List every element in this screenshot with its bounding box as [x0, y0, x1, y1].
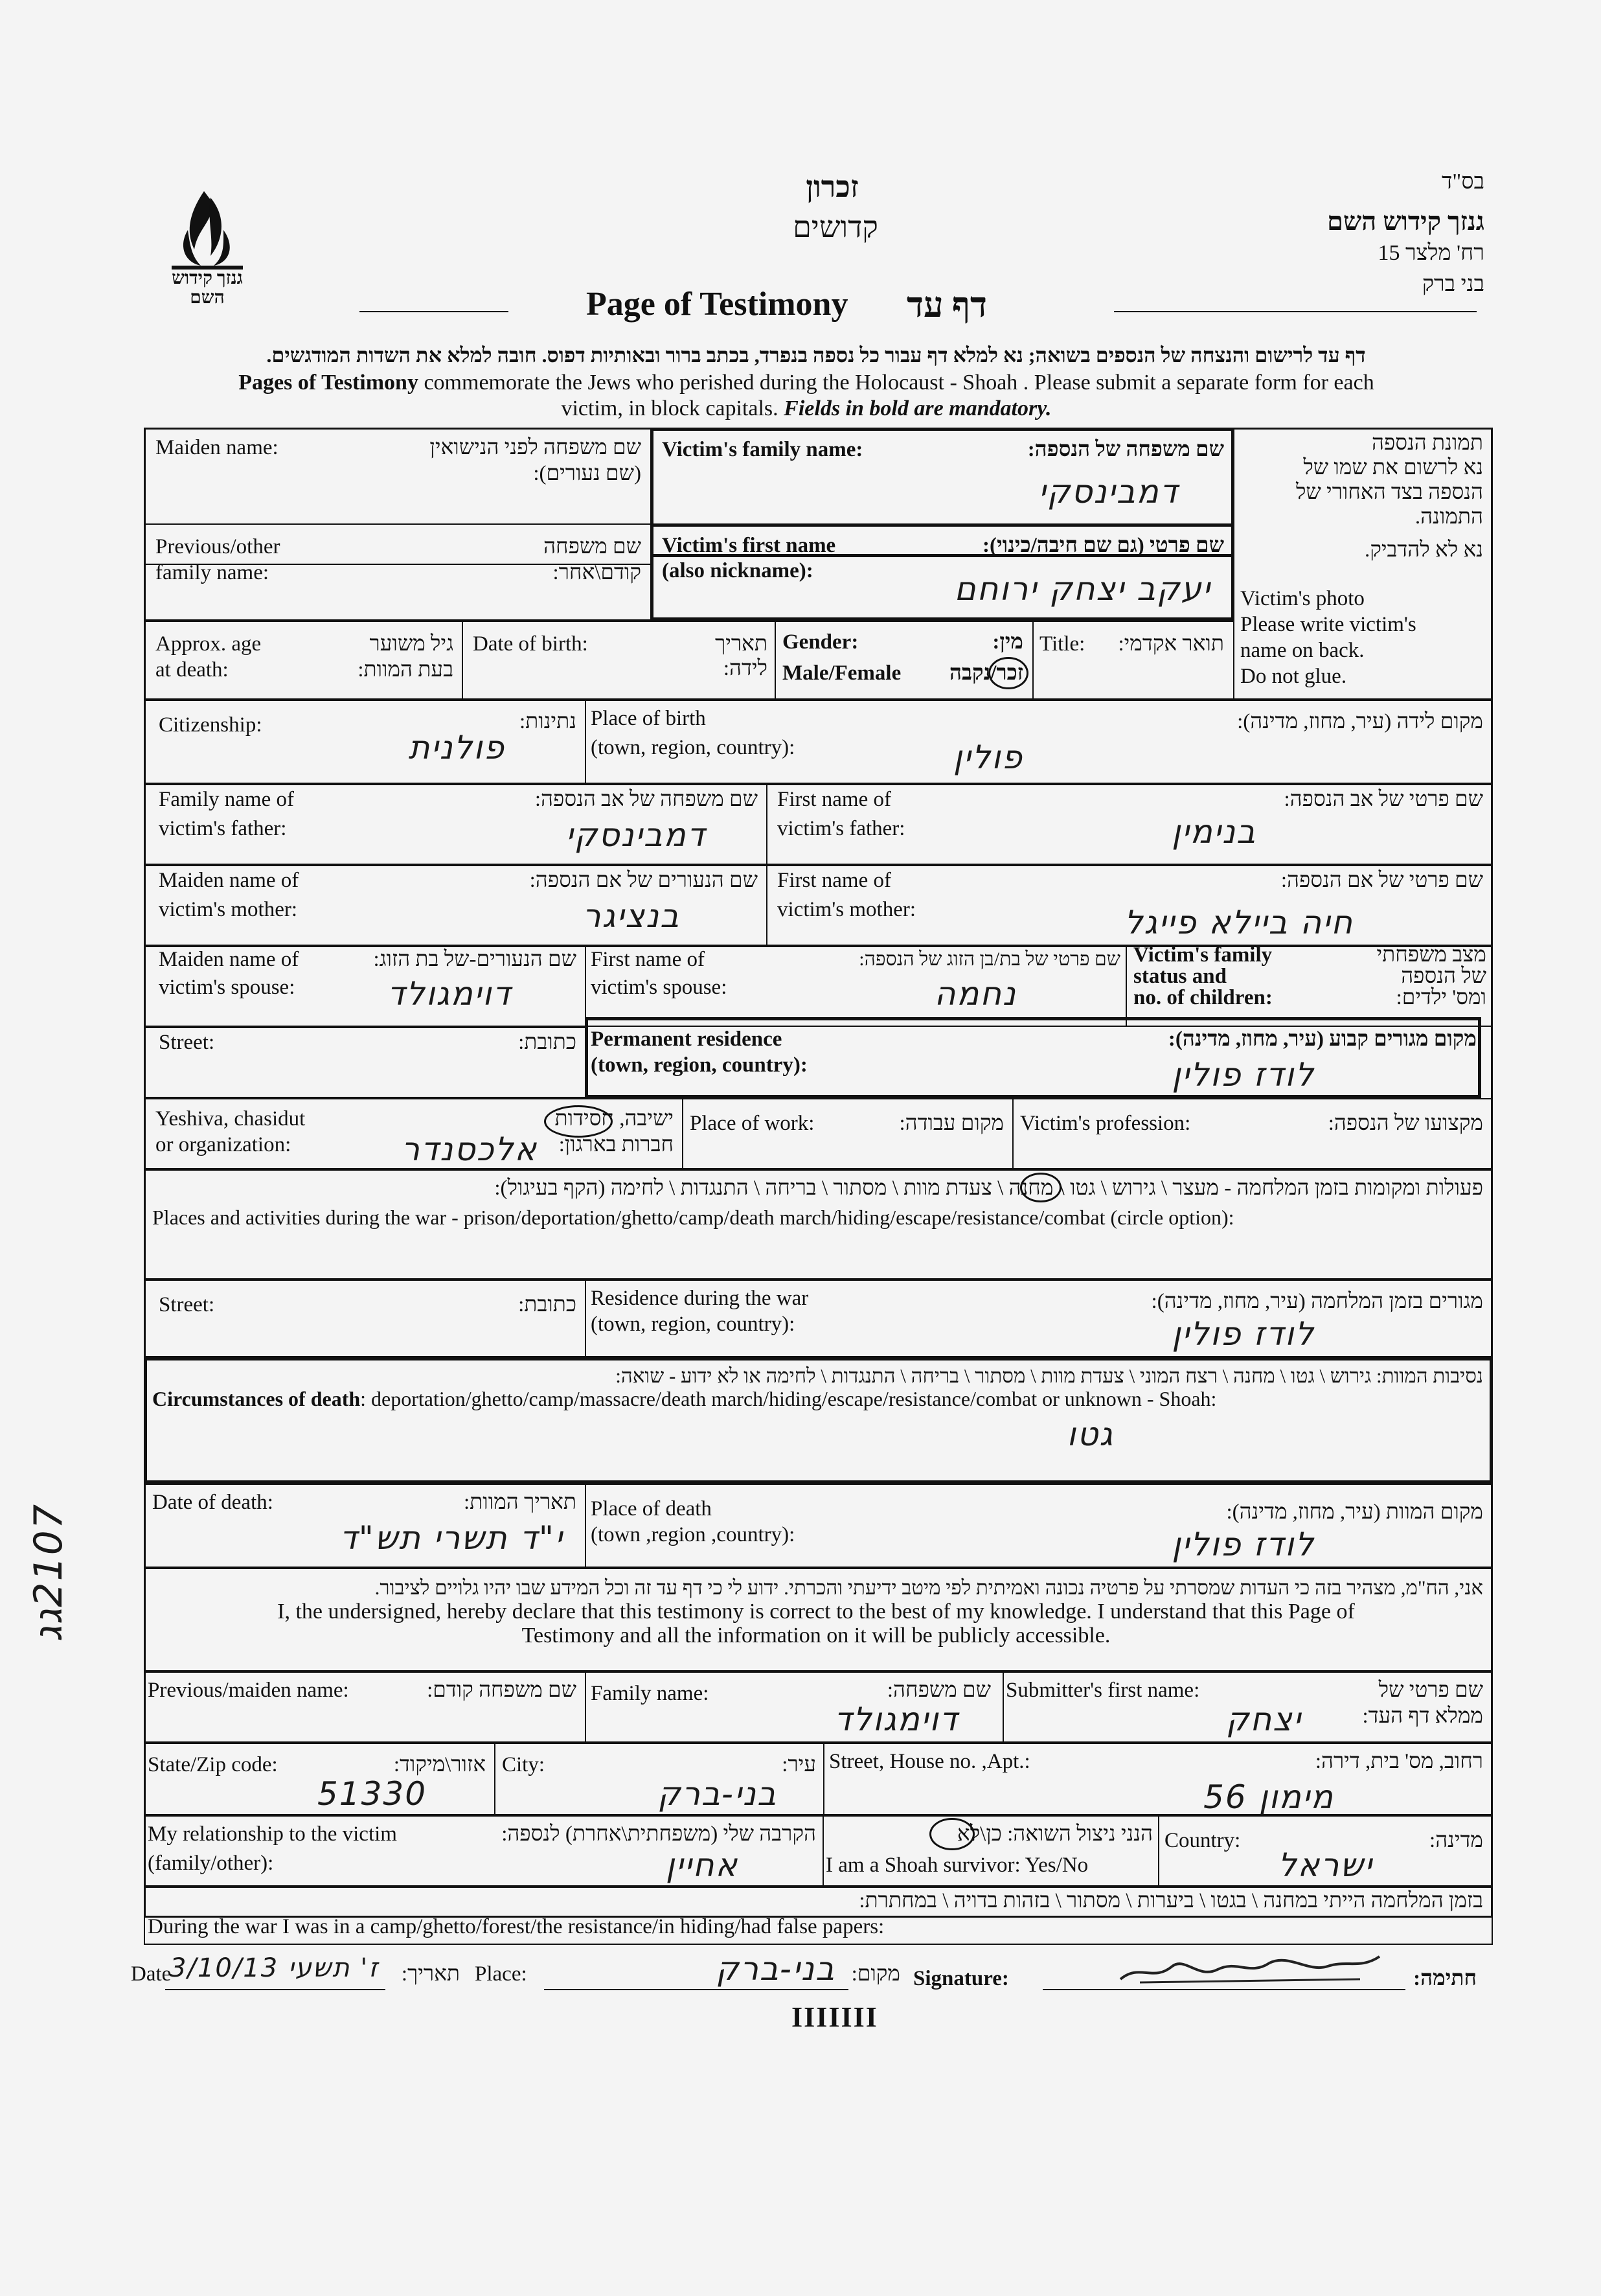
- submitter-family-value: דוימגולד: [834, 1701, 959, 1738]
- street-he: כתובת:: [518, 1031, 576, 1054]
- father-family-label-1: Family name of: [159, 788, 294, 811]
- submitter-survivor-en: I am a Shoah survivor: Yes/No: [826, 1854, 1089, 1877]
- submitter-city-value: בני-ברק: [657, 1775, 777, 1813]
- family-status-label-3: no. of children:: [1133, 986, 1273, 1009]
- dod-value: י"ד תשרי תש"ד: [339, 1519, 563, 1557]
- perm-res-label-1: Permanent residence: [591, 1027, 782, 1051]
- page-title-en: Page of Testimony: [586, 286, 848, 323]
- photo-he-3: הנספה בצד האחורי של: [1296, 481, 1483, 504]
- submitter-street-he: רחוב, מס' בית, דירה:: [1315, 1750, 1483, 1773]
- spouse-first-he: שם פרטי של בת/בן הזוג של הנספה:: [859, 948, 1120, 970]
- age-he-1: גיל משוער: [369, 632, 453, 656]
- mother-first-value: חיה ביילא פייגל: [1124, 904, 1354, 941]
- mother-first-label-1: First name of: [777, 869, 891, 892]
- submitter-first-he-2: ממלא דף העד:: [1362, 1705, 1483, 1728]
- signature-mark: [1114, 1944, 1386, 1989]
- title-label: Title:: [1039, 632, 1085, 656]
- org-street: רח' מלצר 15: [1378, 241, 1484, 265]
- maiden-name-label: Maiden name:: [155, 436, 278, 459]
- intro-hebrew: דף עד לרישום והנצחה של הנספים בשואה; נא למלא דף עבור כל נספה בנפרד, בכתב ברור ובאותיות דפוס. חובה למלא את השדות המודגשים.: [266, 343, 1366, 367]
- dod-he: תאריך המוות:: [464, 1491, 576, 1514]
- page-title-he: דף עד: [907, 286, 987, 325]
- center-title-1: זכרון: [806, 170, 859, 203]
- pod-value: לודז פולין: [1172, 1526, 1315, 1563]
- photo-he-4: התמונה.: [1414, 505, 1483, 529]
- war-street-cell[interactable]: [144, 1280, 586, 1357]
- war-res-label-1: Residence during the war: [591, 1287, 809, 1310]
- ghetto-circle: [1020, 1173, 1062, 1202]
- submitter-city-he: עיר:: [782, 1753, 816, 1776]
- intro-english-1: Pages of Testimony commemorate the Jews who perished during the Holocaust - Shoah . Please submit a separate form for each: [238, 371, 1374, 395]
- place-value: בני-ברק: [716, 1950, 835, 1988]
- title-he: תואר אקדמי:: [1118, 632, 1224, 656]
- citizenship-label: Citizenship:: [159, 713, 262, 737]
- prev-family-he-1: שם משפחה: [543, 535, 641, 558]
- dob-label: Date of birth:: [473, 632, 588, 656]
- spouse-maiden-he: שם הנעורים-של בת הזוג:: [373, 948, 576, 971]
- pod-label-1: Place of death: [591, 1497, 712, 1521]
- logo-text: גנזך קידוש השם: [172, 268, 243, 308]
- organization-logo: [165, 185, 249, 308]
- father-family-label-2: victim's father:: [159, 817, 287, 840]
- spouse-first-label-2: victim's spouse:: [591, 976, 727, 999]
- photo-he-1: תמונת הנספה: [1372, 431, 1483, 455]
- pod-he: מקום המוות (עיר, מחוז, מדינה):: [1226, 1500, 1483, 1524]
- family-status-he-1: מצב משפחתי: [1376, 943, 1486, 967]
- father-family-value: דמבינסקי: [565, 816, 706, 854]
- pob-value: פולין: [953, 739, 1023, 776]
- spouse-first-value: נחמה: [934, 975, 1017, 1013]
- signature-he: חתימה:: [1413, 1967, 1477, 1990]
- intro-english-2: victim, in block capitals. Fields in bold are mandatory.: [561, 396, 1052, 420]
- submitter-prev-he: שם משפחה קודם:: [427, 1679, 576, 1702]
- profession-he: מקצועו של הנספה:: [1328, 1112, 1483, 1135]
- submitter-family-label: Family name:: [591, 1682, 709, 1705]
- submitter-zip-label: State/Zip code:: [148, 1753, 278, 1776]
- submitter-family-he: שם משפחה:: [887, 1679, 991, 1702]
- org-city: בני ברק: [1422, 272, 1484, 296]
- father-first-label-1: First name of: [777, 788, 891, 811]
- org-name: גנזך קידוש השם: [1327, 207, 1484, 236]
- victim-first-name-value: יעקב יצחק ירוחם: [954, 570, 1211, 608]
- work-label: Place of work:: [690, 1112, 815, 1135]
- submitter-rel-he: הקרבה שלי (משפחתית\אחרת) לנספה:: [501, 1822, 816, 1846]
- war-activities-he: פעולות ומקומות בזמן המלחמה - מעצר \ גירוש \ גטו \ מחנה \ צעדת מוות \ מסתור \ בריחה \ התנגדות \ לחימה (הקף בעיגול):: [494, 1177, 1483, 1200]
- maiden-name-label-he-1: שם משפחה לפני הנישואין: [429, 436, 641, 459]
- perm-res-label-2: (town, region, country):: [591, 1053, 808, 1077]
- stamp-marks: IIIIIII: [791, 2001, 878, 2033]
- father-first-value: בנימין: [1172, 813, 1256, 851]
- family-status-label-1: Victim's family: [1133, 943, 1273, 967]
- prev-family-label-1: Previous/other: [155, 535, 280, 558]
- father-first-label-2: victim's father:: [777, 817, 905, 840]
- submitter-zip-he: אזור\מיקוד:: [393, 1753, 486, 1776]
- victim-first-name-label-1: Victim's first name: [662, 534, 836, 557]
- photo-en-4: Do not glue.: [1240, 665, 1347, 688]
- date-he: תאריך:: [401, 1962, 460, 1986]
- mother-maiden-he: שם הנעורים של אם הנספה:: [529, 869, 758, 892]
- pod-label-2: (town ,region ,country):: [591, 1523, 795, 1546]
- declaration-en-2: Testimony and all the information on it will be publicly accessible.: [521, 1624, 1111, 1647]
- circumstances-value: גטו: [1067, 1416, 1114, 1453]
- yeshiva-value: אלכסנדר: [401, 1131, 538, 1168]
- mother-maiden-value: בנציגר: [582, 897, 680, 935]
- gender-he-1: מין:: [992, 630, 1023, 654]
- mother-first-label-2: victim's mother:: [777, 898, 916, 921]
- yeshiva-he-2: חברות בארגון:: [558, 1133, 674, 1156]
- bsd-text: בס"ד: [1442, 170, 1484, 194]
- mother-maiden-label-2: victim's mother:: [159, 898, 298, 921]
- gender-he-2: זכר/נקבה: [949, 661, 1023, 685]
- photo-he-2: נא לרשום את שמו של: [1303, 456, 1483, 479]
- perm-res-value: לודז פולין: [1172, 1056, 1315, 1094]
- father-first-he: שם פרטי של אב הנספה:: [1284, 788, 1483, 811]
- citizenship-value: פולנית: [408, 729, 505, 766]
- date-value: 3/10/13 ז' תשעי: [170, 1953, 380, 1983]
- photo-en-2: Please write victim's: [1240, 613, 1416, 636]
- submitter-city-label: City:: [502, 1753, 545, 1776]
- submitter-rel-label-2: (family/other):: [148, 1852, 274, 1875]
- prev-family-label-2: family name:: [155, 561, 269, 584]
- victim-first-name-label-he: שם פרטי (גם שם חיבה/כינוי):: [982, 534, 1224, 557]
- victim-family-name-label-he: שם משפחה של הנספה:: [1027, 438, 1224, 461]
- gender-label-2: Male/Female: [782, 661, 902, 685]
- submitter-first-label: Submitter's first name:: [1006, 1679, 1200, 1702]
- place-he: מקום:: [851, 1962, 900, 1986]
- war-res-label-2: (town, region, country):: [591, 1313, 795, 1336]
- family-status-label-2: status and: [1133, 965, 1227, 988]
- survivor-no-circle: [929, 1818, 975, 1850]
- pob-he: מקום לידה (עיר, מחוז, מדינה):: [1237, 710, 1483, 733]
- dob-he: תאריך לידה:: [714, 632, 767, 680]
- submitter-first-he-1: שם פרטי של: [1378, 1679, 1483, 1702]
- family-status-he-2: של הנספה: [1401, 965, 1486, 988]
- war-activities-en: Places and activities during the war - prison/deportation/ghetto/camp/death march/hiding/escape/resistance/combat (circle option):: [152, 1206, 1234, 1229]
- submitter-country-he: מדינה:: [1429, 1829, 1483, 1852]
- street-label: Street:: [159, 1031, 215, 1054]
- mother-first-he: שם פרטי של אם הנספה:: [1280, 869, 1483, 892]
- submitter-during-war-he: בזמן המלחמה הייתי במחנה \ בגטו \ ביערות \ מסתור \ בזהות בדויה \ במחתרת:: [859, 1889, 1483, 1912]
- pob-label-1: Place of birth: [591, 707, 706, 730]
- profession-label: Victim's profession:: [1020, 1112, 1191, 1135]
- date-label: Date: [131, 1962, 172, 1986]
- chasidut-circle: [544, 1105, 613, 1138]
- submitter-street-value: מימון 56: [1203, 1778, 1334, 1816]
- spouse-first-label-1: First name of: [591, 948, 705, 971]
- work-he: מקום עבודה:: [899, 1112, 1004, 1135]
- spouse-maiden-label-2: victim's spouse:: [159, 976, 295, 999]
- submitter-rel-label-1: My relationship to the victim: [148, 1822, 397, 1846]
- prev-family-he-2: קודם\אחר:: [552, 561, 641, 584]
- spouse-maiden-label-1: Maiden name of: [159, 948, 299, 971]
- war-res-he: מגורים בזמן המלחמה (עיר, מחוז, מדינה):: [1151, 1290, 1483, 1313]
- victim-family-name-value: דמבינסקי: [1038, 473, 1179, 511]
- yeshiva-he-1: ישיבה, חסידות: [554, 1107, 674, 1131]
- victim-first-name-label-2: (also nickname):: [662, 559, 813, 582]
- father-family-he: שם משפחה של אב הנספה:: [534, 788, 758, 811]
- family-status-he-3: ומס' ילדים:: [1396, 986, 1486, 1009]
- spouse-maiden-value: דוימגולד: [387, 975, 512, 1013]
- pob-label-2: (town, region, country):: [591, 736, 795, 759]
- submitter-country-label: Country:: [1164, 1829, 1241, 1852]
- declaration-he: אני, הח"מ, מצהיר בזה כי העדות שמסרתי על פרטיה נכונה ואמיתית לפי מיטב ידיעתי והכרתי. ידוע לי כי דף עד זה וכל המידע שבו יהיו גלויים לציבור.: [374, 1576, 1483, 1599]
- age-label-2: at death:: [155, 658, 229, 682]
- submitter-zip-value: 51330: [317, 1775, 427, 1813]
- war-res-value: לודז פולין: [1172, 1315, 1315, 1353]
- submitter-prev-label: Previous/maiden name:: [148, 1679, 349, 1702]
- margin-note: 2107גג: [26, 1503, 71, 1642]
- age-label-1: Approx. age: [155, 632, 262, 656]
- submitter-first-value: יצחק: [1226, 1701, 1302, 1738]
- maiden-name-label-he-2: (שם נעורים):: [533, 462, 641, 485]
- age-he-2: בעת המוות:: [358, 658, 453, 682]
- declaration-en-1: I, the undersigned, hereby declare that this testimony is correct to the best of my knowledge. I understand that this Page of: [277, 1600, 1355, 1624]
- center-title-2: קדושים: [793, 211, 878, 244]
- gender-male-circle: [988, 657, 1028, 689]
- perm-res-he: מקום מגורים קבוע (עיר, מחוז, מדינה):: [1168, 1027, 1477, 1051]
- submitter-street-label: Street, House no. ,Apt.:: [829, 1750, 1030, 1773]
- submitter-rel-value: אחיין: [665, 1846, 738, 1884]
- circumstances-he: נסיבות המוות: גירוש \ גטו \ מחנה \ רצח המוני \ צעדת מוות \ מסתור \ בריחה \ התנגדות \ לחימה או לא ידוע - שואה:: [615, 1364, 1483, 1387]
- submitter-country-value: ישראל: [1278, 1846, 1373, 1884]
- photo-he-5: נא לא להדביק.: [1364, 538, 1483, 562]
- yeshiva-label-1: Yeshiva, chasidut: [155, 1107, 306, 1131]
- war-street-label: Street:: [159, 1293, 215, 1316]
- dod-label: Date of death:: [152, 1491, 273, 1514]
- photo-en-1: Victim's photo: [1240, 587, 1365, 610]
- submitter-survivor-he: הנני ניצול השואה: כן\לא: [957, 1822, 1153, 1846]
- submitter-during-war-en: During the war I was in a camp/ghetto/forest/the resistance/in hiding/had false papers:: [148, 1915, 885, 1938]
- photo-en-3: name on back.: [1240, 639, 1365, 662]
- war-street-he: כתובת:: [518, 1293, 576, 1316]
- yeshiva-label-2: or organization:: [155, 1133, 291, 1156]
- mother-maiden-label-1: Maiden name of: [159, 869, 299, 892]
- citizenship-he: נתינות:: [519, 710, 576, 733]
- victim-family-name-label: Victim's family name:: [662, 438, 863, 461]
- signature-label: Signature:: [913, 1967, 1009, 1990]
- place-label: Place:: [475, 1962, 527, 1986]
- gender-label-1: Gender:: [782, 630, 859, 654]
- circumstances-en: Circumstances of death: deportation/ghetto/camp/massacre/death march/hiding/escape/resistance/combat or unknown - Shoah:: [152, 1387, 1217, 1410]
